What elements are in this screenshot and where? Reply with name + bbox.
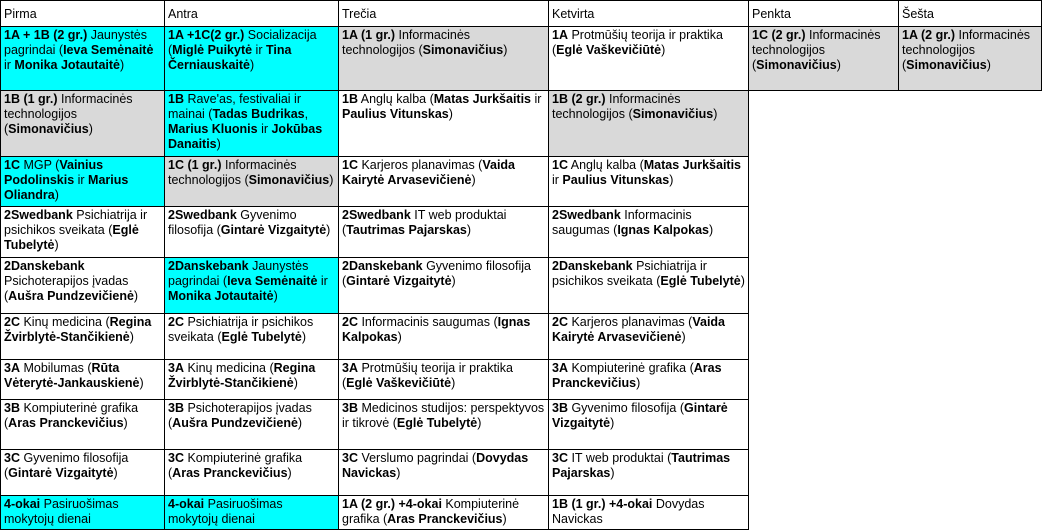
cell-text: Gyvenimo filosofija ( [342, 259, 531, 288]
bold-text: Eglė Tubelytė [221, 330, 302, 344]
cell-text: ) [287, 466, 292, 480]
empty-cell [749, 91, 899, 157]
bold-text: 3B [552, 401, 568, 415]
empty-cell [899, 258, 1042, 314]
bold-text: 2Swedbank [552, 208, 621, 222]
cell-text: Informacinės technologijos ( [752, 28, 881, 72]
schedule-cell [549, 450, 749, 496]
schedule-cell [549, 400, 749, 450]
cell-text: Kompiuterinė grafika ( [342, 497, 520, 526]
schedule-cell [165, 360, 339, 400]
header-cell-trecia: Trečia [339, 1, 549, 27]
bold-text: Eglė Vaškevičiūtė [346, 376, 452, 390]
bold-text: Dovydas Navickas [342, 451, 529, 480]
cell-text: Informacinės technologijos ( [342, 28, 471, 57]
table-row [1, 496, 1042, 530]
bold-text: 1C [4, 158, 20, 172]
cell-text: Socializacija ( [168, 28, 317, 57]
bold-text: Aras Pranckevičius [172, 466, 288, 480]
schedule-cell [165, 27, 339, 91]
bold-text: 1B (2 gr.) [552, 92, 606, 106]
table-row [1, 314, 1042, 360]
empty-cell [749, 258, 899, 314]
bold-text: 3B [168, 401, 184, 415]
bold-text: 2C [552, 315, 568, 329]
bold-text: 1B (1 gr.) [4, 92, 58, 106]
bold-text: 1A (2 gr.) [902, 28, 956, 42]
cell-text: Jaunystės pagrindai ( [168, 259, 309, 288]
schedule-cell [339, 314, 549, 360]
cell-text: Mobilumas ( [19, 361, 92, 375]
bold-text: Simonavičius [632, 107, 714, 121]
cell-text: Verslumo pagrindai ( [357, 451, 477, 465]
cell-text: ir [74, 173, 89, 187]
schedule-cell [549, 496, 749, 530]
schedule-cell [549, 91, 749, 157]
cell-text: Dovydas Navickas [552, 497, 705, 526]
bold-text: Eglė Vaškevičiūtė [556, 43, 662, 57]
schedule-cell [1, 314, 165, 360]
table-row [1, 450, 1042, 496]
bold-text: 3C [168, 451, 184, 465]
bold-text: 3C [342, 451, 358, 465]
cell-text: Gyvenimo filosofija ( [4, 451, 129, 480]
cell-text: IT web produktai ( [342, 208, 507, 237]
cell-text: ) [326, 223, 331, 237]
bold-text: Aras Pranckevičius [552, 361, 722, 390]
cell-text: Kompiuterinė grafika ( [4, 401, 139, 430]
schedule-cell [165, 400, 339, 450]
table-row [1, 400, 1042, 450]
bold-text: Eglė Tubelytė [396, 416, 478, 430]
cell-text: ) [636, 376, 641, 390]
cell-text: ir [257, 122, 272, 136]
bold-text: 4-okai [4, 497, 41, 511]
schedule-cell [339, 360, 549, 400]
schedule-cell [339, 450, 549, 496]
empty-cell [749, 360, 899, 400]
cell-text: ) [661, 43, 666, 57]
bold-text: 2Danskebank [342, 259, 423, 273]
bold-text: 3A [552, 361, 568, 375]
bold-text: Regina Žvirblytė-Stančikienė [4, 315, 152, 344]
cell-text: ) [123, 416, 128, 430]
cell-text: ) [397, 330, 402, 344]
table-row [1, 360, 1042, 400]
schedule-cell [339, 27, 549, 91]
bold-text: Tina Černiauskaitė [168, 43, 292, 72]
cell-text: MGP ( [19, 158, 60, 172]
schedule-cell [549, 360, 749, 400]
empty-cell [749, 450, 899, 496]
cell-text: ir [252, 43, 266, 57]
cell-text: Informacinės technologijos ( [552, 92, 681, 121]
bold-text: 1B [168, 92, 184, 106]
bold-text: 2C [4, 315, 20, 329]
cell-text: , [304, 107, 309, 121]
cell-text: Psichiatrija ir psichikos sveikata ( [168, 315, 314, 344]
cell-text: Anglų kalba ( [357, 92, 434, 106]
bold-text: 1B [342, 92, 358, 106]
header-cell-sesta: Šešta [899, 1, 1042, 27]
bold-text: Miglė Puikytė [172, 43, 253, 57]
bold-text: Simonavičius [248, 173, 330, 187]
bold-text: 3C [4, 451, 20, 465]
cell-text: ) [610, 416, 615, 430]
empty-cell [899, 400, 1042, 450]
bold-text: 2Swedbank [168, 208, 237, 222]
cell-text: Kinų medicina ( [183, 361, 274, 375]
bold-text: 4-okai [168, 497, 205, 511]
schedule-cell [749, 27, 899, 91]
bold-text: Vainius Podolinskis [4, 158, 104, 187]
cell-text: Informacinis saugumas ( [357, 315, 498, 329]
schedule-cell [165, 314, 339, 360]
bold-text: 1C [552, 158, 568, 172]
header-cell-penkta: Penkta [749, 1, 899, 27]
cell-text: ) [466, 223, 472, 237]
bold-text: Eglė Tubelytė [660, 274, 741, 288]
cell-text: Rave'as, festivaliai ir mainai ( [168, 92, 301, 121]
cell-text: Kompiuterinė grafika ( [168, 451, 303, 480]
schedule-cell [165, 496, 339, 530]
schedule-cell [1, 258, 165, 314]
cell-text: Psichoterapijos įvadas ( [4, 274, 129, 303]
bold-text: 1A +1C(2 gr.) [168, 28, 245, 42]
cell-text: ) [471, 173, 476, 187]
schedule-cell [549, 27, 749, 91]
cell-text: ir [317, 274, 328, 288]
bold-text: Tautrimas Pajarskas [552, 451, 731, 480]
bold-text: 2Danskebank [4, 259, 85, 273]
cell-text: Pasiruošimas mokytojų dienai [168, 497, 283, 526]
cell-text: Gyvenimo filosofija ( [168, 208, 297, 237]
bold-text: Rūta Vėterytė-Jankauskienė [4, 361, 140, 390]
bold-text: 2Swedbank [342, 208, 411, 222]
schedule-cell [1, 157, 165, 207]
empty-cell [899, 157, 1042, 207]
bold-text: 3C [552, 451, 568, 465]
bold-text: Aušra Pundzevičienė [8, 289, 134, 303]
cell-text: ) [133, 289, 139, 303]
bold-text: 2Swedbank [4, 208, 73, 222]
empty-cell [749, 157, 899, 207]
table-row [1, 157, 1042, 207]
cell-text: Pasiruošimas mokytojų dienai [4, 497, 119, 526]
cell-text: ) [740, 274, 745, 288]
cell-text: ) [216, 137, 221, 151]
schedule-cell [1, 360, 165, 400]
cell-text: Medicinos studijos: perspektyvos ir tikrovė ( [342, 401, 545, 430]
schedule-cell [549, 207, 749, 258]
bold-text: Ieva Semėnaitė [227, 274, 318, 288]
cell-text: ) [681, 330, 686, 344]
bold-text: Monika Jotautaitė [14, 58, 120, 72]
cell-text: ) [120, 58, 125, 72]
cell-text: ) [113, 466, 118, 480]
table-row [1, 207, 1042, 258]
cell-text: ) [451, 274, 456, 288]
bold-text: Marius Kluonis [168, 122, 258, 136]
schedule-cell [165, 91, 339, 157]
schedule-cell [1, 27, 165, 91]
cell-text: Informacinės technologijos ( [168, 158, 297, 187]
bold-text: Monika Jotautaitė [168, 289, 274, 303]
bold-text: 2C [342, 315, 358, 329]
bold-text: Ignas Kalpokas [617, 223, 710, 237]
bold-text: Marius Oliandra [4, 173, 129, 202]
empty-cell [899, 314, 1042, 360]
schedule-cell [165, 258, 339, 314]
bold-text: Simonavičius [422, 43, 504, 57]
bold-text: 1C (2 gr.) [752, 28, 806, 42]
cell-text: ) [503, 43, 508, 57]
cell-text: Psichiatrija ir psichikos sveikata ( [4, 208, 148, 237]
bold-text: Matas Jurkšaitis [643, 158, 742, 172]
cell-text: ) [669, 173, 674, 187]
empty-cell [749, 400, 899, 450]
empty-cell [749, 496, 899, 530]
schedule-cell [899, 27, 1042, 91]
schedule-cell [1, 91, 165, 157]
bold-text: 3B [342, 401, 358, 415]
cell-text: Karjeros planavimas ( [357, 158, 483, 172]
cell-text: ir [552, 173, 563, 187]
bold-text: Simonavičius [8, 122, 89, 136]
bold-text: Eglė Tubelytė [4, 223, 139, 252]
bold-text: Gintarė Vizgaitytė [346, 274, 452, 288]
bold-text: Vaida Kairytė Arvasevičienė [552, 315, 726, 344]
schedule-cell [339, 91, 549, 157]
cell-text: Psichoterapijos įvadas ( [168, 401, 312, 430]
bold-text: 2Danskebank [552, 259, 633, 273]
cell-text: ) [610, 466, 615, 480]
cell-text: ) [54, 238, 59, 252]
table-row [1, 27, 1042, 91]
cell-text: Informacinės technologijos ( [902, 28, 1031, 72]
table-row [1, 258, 1042, 314]
empty-cell [749, 314, 899, 360]
schedule-cell [549, 314, 749, 360]
cell-text: ) [88, 122, 93, 136]
cell-text: ) [139, 376, 144, 390]
header-cell-antra: Antra [165, 1, 339, 27]
schedule-cell [1, 207, 165, 258]
bold-text: Simonavičius [906, 58, 987, 72]
bold-text: Ignas Kalpokas [342, 315, 531, 344]
cell-text: Informacinės technologijos ( [4, 92, 133, 136]
header-cell-ketvirta: Ketvirta [549, 1, 749, 27]
cell-text: Anglų kalba ( [567, 158, 644, 172]
cell-text: Kinų medicina ( [19, 315, 110, 329]
bold-text: Vaida Kairytė Arvasevičienė [342, 158, 516, 187]
bold-text: Tautrimas Pajarskas [346, 223, 467, 237]
empty-cell [749, 207, 899, 258]
cell-text: Kompiuterinė grafika ( [567, 361, 694, 375]
cell-text: ) [502, 512, 507, 526]
bold-text: 1C (1 gr.) [168, 158, 222, 172]
cell-text: Informacinis saugumas ( [552, 208, 692, 237]
cell-text: ) [293, 376, 298, 390]
bold-text: 1A (2 gr.) +4-okai [342, 497, 442, 511]
bold-text: 3A [168, 361, 184, 375]
cell-text: ) [129, 330, 134, 344]
bold-text: Regina Žvirblytė-Stančikienė [168, 361, 316, 390]
bold-text: Paulius Vitunskas [342, 107, 449, 121]
cell-text: ) [249, 58, 255, 72]
table-row [1, 91, 1042, 157]
bold-text: 3A [342, 361, 358, 375]
bold-text: Aušra Pundzevičienė [172, 416, 298, 430]
empty-cell [899, 91, 1042, 157]
empty-cell [899, 360, 1042, 400]
cell-text: Karjeros planavimas ( [567, 315, 693, 329]
bold-text: Aras Pranckevičius [8, 416, 124, 430]
cell-text: Gyvenimo filosofija ( [567, 401, 684, 415]
schedule-cell [549, 258, 749, 314]
cell-text: ) [451, 376, 456, 390]
bold-text: 1A [552, 28, 568, 42]
cell-text: ir [4, 58, 15, 72]
bold-text: Ieva Semėnaitė [63, 43, 154, 57]
schedule-cell [165, 450, 339, 496]
empty-cell [899, 496, 1042, 530]
bold-text: 1A (1 gr.) [342, 28, 396, 42]
schedule-cell [165, 157, 339, 207]
bold-text: 1C [342, 158, 358, 172]
schedule-cell [339, 258, 549, 314]
cell-text: Protmūšių teorija ir praktika ( [552, 28, 723, 57]
empty-cell [899, 450, 1042, 496]
bold-text: Gintarė Vizgaitytė [220, 223, 327, 237]
cell-text: ir [531, 92, 542, 106]
cell-text: ) [329, 173, 334, 187]
schedule-cell [339, 207, 549, 258]
bold-text: Aras Pranckevičius [387, 512, 503, 526]
schedule-cell [339, 496, 549, 530]
schedule-cell [339, 157, 549, 207]
bold-text: 1B (1 gr.) +4-okai [552, 497, 653, 511]
bold-text: 3B [4, 401, 20, 415]
bold-text: 2Danskebank [168, 259, 249, 273]
bold-text: 2C [168, 315, 184, 329]
cell-text: ) [396, 466, 401, 480]
cell-text: Protmūšių teorija ir praktika ( [342, 361, 513, 390]
cell-text: ) [448, 107, 453, 121]
schedule-cell [549, 157, 749, 207]
cell-text: ) [986, 58, 991, 72]
cell-text: ) [273, 289, 278, 303]
cell-text: ) [709, 223, 714, 237]
empty-cell [899, 207, 1042, 258]
cell-text: ) [297, 416, 303, 430]
bold-text: Simonavičius [756, 58, 837, 72]
schedule-cell [1, 496, 165, 530]
cell-text: ) [713, 107, 718, 121]
bold-text: Tadas Budrikas [212, 107, 305, 121]
header-cell-pirma: Pirma [1, 1, 165, 27]
bold-text: Jokūbas Danaitis [168, 122, 323, 151]
cell-text: ) [54, 188, 59, 202]
cell-text: IT web produktai ( [567, 451, 672, 465]
cell-text: ) [477, 416, 482, 430]
header-row [1, 1, 1042, 27]
cell-text: ) [301, 330, 307, 344]
bold-text: Gintarė Vizgaitytė [8, 466, 114, 480]
schedule-cell [165, 207, 339, 258]
schedule-cell [1, 400, 165, 450]
bold-text: Matas Jurkšaitis [433, 92, 532, 106]
cell-text: Jaunystės pagrindai ( [4, 28, 148, 57]
schedule-cell [1, 450, 165, 496]
bold-text: 1A + 1B (2 gr.) [4, 28, 88, 42]
cell-text: Psichiatrija ir psichikos sveikata ( [552, 259, 707, 288]
bold-text: 3A [4, 361, 20, 375]
schedule-cell [339, 400, 549, 450]
bold-text: Gintarė Vizgaitytė [552, 401, 728, 430]
bold-text: Paulius Vitunskas [562, 173, 670, 187]
cell-text: ) [836, 58, 841, 72]
